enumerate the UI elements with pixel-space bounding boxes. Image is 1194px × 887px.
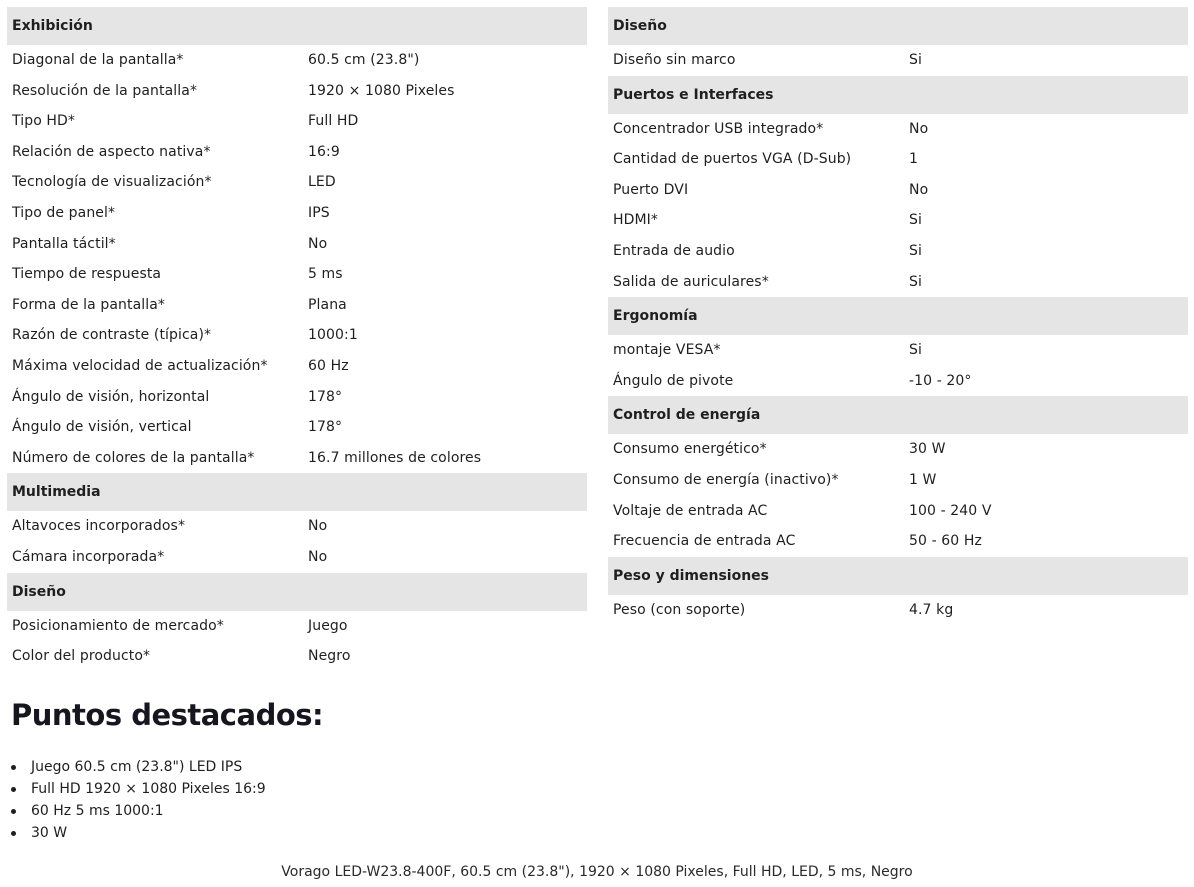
spec-row [608, 595, 1188, 626]
spec-label: Concentrador USB integrado* [613, 120, 824, 137]
highlights-title: Puntos destacados: [11, 698, 324, 732]
spec-label: Consumo energético* [613, 441, 767, 458]
spec-label: Razón de contraste (típica)* [12, 327, 212, 344]
section-header-diseno: Diseño [608, 7, 1188, 45]
spec-row [608, 434, 1188, 465]
spec-label: Ángulo de visión, horizontal [12, 388, 210, 405]
highlights-list [11, 756, 266, 844]
spec-row [7, 106, 587, 137]
spec-value: No [909, 181, 929, 198]
highlight-item: Full HD 1920 × 1080 Pixeles 16:9 [11, 778, 266, 800]
spec-label: Relación de aspecto nativa* [12, 143, 211, 160]
bullet-icon [11, 809, 16, 814]
spec-value: No [308, 235, 328, 252]
spec-label: Puerto DVI [613, 181, 689, 198]
spec-row [7, 167, 587, 198]
spec-label: Entrada de audio [613, 242, 735, 259]
spec-value: No [308, 518, 328, 535]
spec-row [7, 45, 587, 76]
spec-value: Plana [308, 296, 347, 313]
spec-value: IPS [308, 204, 330, 221]
spec-label: Voltaje de entrada AC [613, 502, 768, 519]
spec-row [608, 205, 1188, 236]
spec-value: 30 W [909, 441, 946, 458]
spec-row [608, 236, 1188, 267]
spec-row [608, 144, 1188, 175]
spec-label: Peso (con soporte) [613, 601, 746, 618]
spec-value: 50 - 60 Hz [909, 533, 982, 550]
spec-row [608, 175, 1188, 206]
spec-row [608, 267, 1188, 298]
spec-label: Resolución de la pantalla* [12, 82, 198, 99]
spec-row [7, 198, 587, 229]
spec-row [7, 443, 587, 474]
spec-value: 1 W [909, 471, 937, 488]
spec-value: 178° [308, 388, 343, 405]
spec-label: Ángulo de visión, vertical [12, 419, 192, 436]
spec-label: Consumo de energía (inactivo)* [613, 471, 839, 488]
specs-left-column [7, 7, 587, 672]
spec-row [7, 611, 587, 642]
spec-label: Tipo de panel* [12, 204, 116, 221]
spec-value: 100 - 240 V [909, 502, 992, 519]
spec-label: Posicionamiento de mercado* [12, 617, 224, 634]
spec-value: 60.5 cm (23.8") [308, 52, 420, 68]
spec-row [7, 76, 587, 107]
spec-value: Si [909, 242, 922, 259]
bullet-icon [11, 831, 16, 836]
spec-row [608, 366, 1188, 397]
spec-label: Forma de la pantalla* [12, 296, 166, 313]
spec-label: Diagonal de la pantalla* [12, 52, 184, 68]
spec-label: HDMI* [613, 212, 659, 229]
spec-value: 16.7 millones de colores [308, 449, 482, 466]
section-header-ergonomia: Ergonomía [608, 297, 1188, 335]
spec-value: No [308, 548, 328, 565]
spec-value: 4.7 kg [909, 601, 954, 618]
section-header-multimedia: Multimedia [7, 473, 587, 511]
spec-value: Full HD [308, 113, 359, 130]
spec-label: Tipo HD* [12, 113, 76, 130]
spec-label: Cantidad de puertos VGA (D-Sub) [613, 151, 852, 168]
spec-row [608, 335, 1188, 366]
spec-row [608, 45, 1188, 76]
spec-value: -10 - 20° [909, 372, 972, 389]
highlight-item: Juego 60.5 cm (23.8") LED IPS [11, 756, 266, 778]
spec-label: Tecnología de visualización* [12, 174, 212, 191]
spec-label: Frecuencia de entrada AC [613, 533, 796, 550]
spec-label: montaje VESA* [613, 342, 721, 359]
highlight-item: 60 Hz 5 ms 1000:1 [11, 800, 266, 822]
spec-value: 16:9 [308, 143, 340, 160]
spec-label: Cámara incorporada* [12, 548, 165, 565]
product-summary: Vorago LED-W23.8-400F, 60.5 cm (23.8"), 1920 × 1080 Pixeles, Full HD, LED, 5 ms, Negro [281, 864, 913, 880]
spec-label: Tiempo de respuesta [12, 266, 162, 283]
spec-row [7, 351, 587, 382]
spec-row [608, 114, 1188, 145]
spec-value: Si [909, 273, 922, 290]
spec-row [7, 382, 587, 413]
spec-row [608, 526, 1188, 557]
spec-value: 1 [909, 151, 919, 168]
spec-row [7, 229, 587, 260]
spec-value: 178° [308, 419, 343, 436]
specs-right-column [608, 7, 1188, 625]
section-header-diseno: Diseño [7, 573, 587, 611]
spec-row [7, 511, 587, 542]
spec-label: Salida de auriculares* [613, 273, 769, 290]
spec-value: 1920 × 1080 Pixeles [308, 82, 455, 99]
section-header-peso-y-dimensiones: Peso y dimensiones [608, 557, 1188, 595]
spec-label: Color del producto* [12, 648, 151, 665]
spec-value: No [909, 120, 929, 137]
spec-value: 1000:1 [308, 327, 358, 344]
section-header-exhibicion: Exhibición [7, 7, 587, 45]
spec-row [7, 542, 587, 573]
spec-row [608, 496, 1188, 527]
spec-row [7, 320, 587, 351]
section-header-puertos-e-interfaces: Puertos e Interfaces [608, 76, 1188, 114]
spec-value: Juego [308, 617, 348, 634]
spec-row [7, 641, 587, 672]
spec-value: 5 ms [308, 266, 343, 283]
spec-row [7, 259, 587, 290]
bullet-icon [11, 765, 16, 770]
spec-label: Diseño sin marco [613, 52, 736, 68]
spec-label: Altavoces incorporados* [12, 518, 186, 535]
spec-row [7, 290, 587, 321]
spec-value: Negro [308, 648, 351, 665]
spec-label: Número de colores de la pantalla* [12, 449, 255, 466]
spec-label: Pantalla táctil* [12, 235, 116, 252]
section-header-control-de-energia: Control de energía [608, 396, 1188, 434]
spec-value: LED [308, 174, 336, 191]
spec-label: Máxima velocidad de actualización* [12, 357, 268, 374]
spec-value: Si [909, 52, 922, 68]
spec-row [7, 137, 587, 168]
spec-value: Si [909, 342, 922, 359]
spec-row [7, 412, 587, 443]
spec-value: 60 Hz [308, 357, 349, 374]
spec-label: Ángulo de pivote [613, 372, 734, 389]
highlight-item: 30 W [11, 822, 266, 844]
spec-value: Si [909, 212, 922, 229]
bullet-icon [11, 787, 16, 792]
spec-row [608, 465, 1188, 496]
